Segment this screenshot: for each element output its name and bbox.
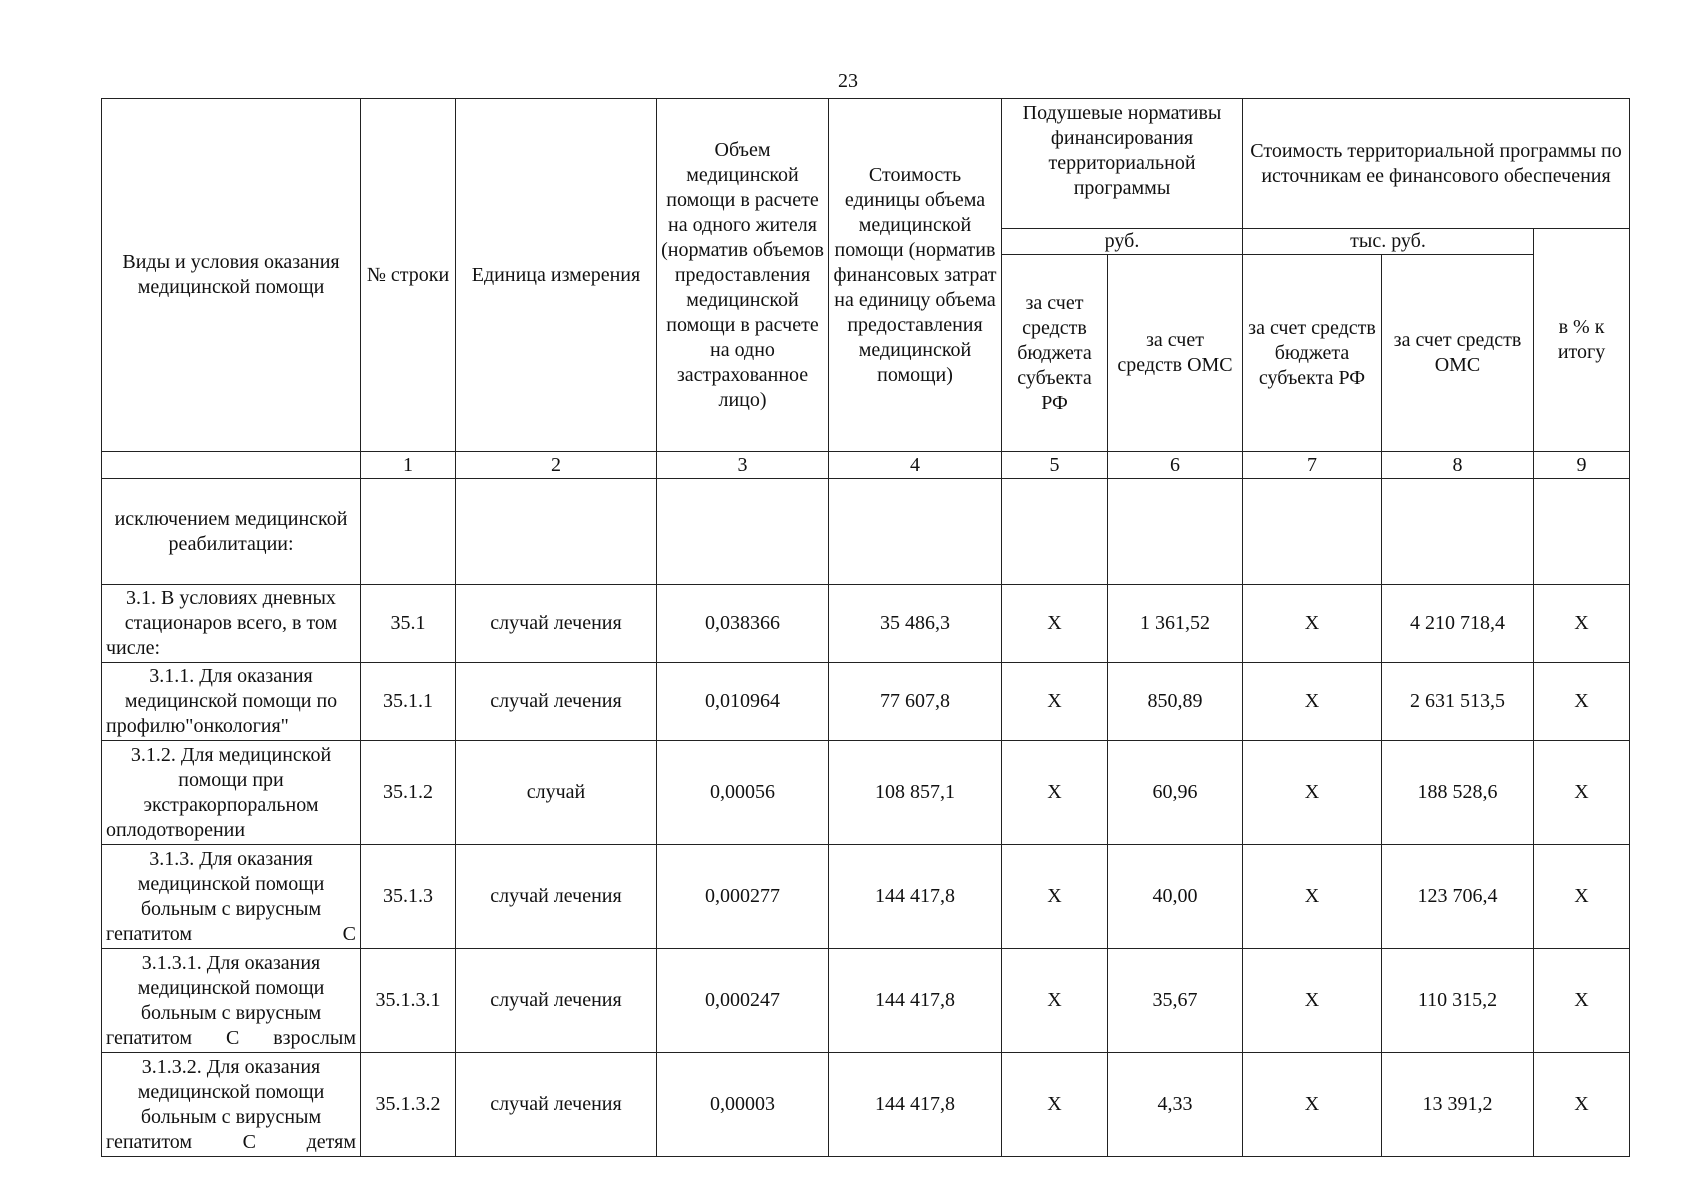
- column-number: 6: [1108, 452, 1243, 479]
- column-number: 3: [657, 452, 829, 479]
- row-line-number: 35.1.1: [361, 663, 456, 741]
- header-budget-subject: за счет средств бюджета субъекта РФ: [1002, 255, 1108, 452]
- row-oms-per-capita: 40,00: [1108, 845, 1243, 949]
- table-row: [102, 585, 1630, 663]
- table-row: [102, 479, 1630, 585]
- header-volume: Объем медицинской помощи в расчете на одного жителя (норматив объемов предоставления медицинской помощи в расчете на одно застрахованное лицо): [657, 99, 829, 452]
- column-number: 7: [1243, 452, 1382, 479]
- row-percent: Х: [1534, 949, 1630, 1053]
- header-unit: Единица измерения: [456, 99, 657, 452]
- row-oms-total: 4 210 718,4: [1382, 585, 1534, 663]
- row-oms-per-capita: 60,96: [1108, 741, 1243, 845]
- row-oms-per-capita: 1 361,52: [1108, 585, 1243, 663]
- row-unit: случай лечения: [456, 663, 657, 741]
- row-budget-total: Х: [1243, 585, 1382, 663]
- row-oms-per-capita: 35,67: [1108, 949, 1243, 1053]
- header-budget-subject-2: за счет средств бюджета субъекта РФ: [1243, 255, 1382, 452]
- row-name: 3.1. В условиях дневных стационаров всего, в том числе:: [102, 585, 361, 663]
- row-unit: случай лечения: [456, 585, 657, 663]
- column-number-blank: [102, 452, 361, 479]
- row-percent: Х: [1534, 741, 1630, 845]
- row-cost: 77 607,8: [829, 663, 1002, 741]
- table-row: [102, 741, 1630, 845]
- financing-table: [101, 98, 1630, 1157]
- row-oms-total: 2 631 513,5: [1382, 663, 1534, 741]
- row-line-number: 35.1.2: [361, 741, 456, 845]
- row-oms-per-capita: 850,89: [1108, 663, 1243, 741]
- row-name: 3.1.1. Для оказания медицинской помощи по профилю"онкология": [102, 663, 361, 741]
- row-name: 3.1.3. Для оказания медицинской помощи больным с вирусным гепатитом С: [102, 845, 361, 949]
- row-budget-total: Х: [1243, 845, 1382, 949]
- row-oms-total: 13 391,2: [1382, 1053, 1534, 1157]
- row-cost: 108 857,1: [829, 741, 1002, 845]
- header-oms: за счет средств ОМС: [1108, 255, 1243, 452]
- header-line: № строки: [361, 99, 456, 452]
- data-rows: [102, 585, 1630, 1157]
- row-oms-per-capita: 4,33: [1108, 1053, 1243, 1157]
- table-row: [102, 1053, 1630, 1157]
- column-number-row: [102, 452, 1630, 479]
- header-per-capita-group: Подушевые нормативы финансирования территориальной программы: [1002, 99, 1243, 229]
- row-budget-per-capita: Х: [1002, 585, 1108, 663]
- row-line-number: 35.1: [361, 585, 456, 663]
- row-budget-per-capita: Х: [1002, 1053, 1108, 1157]
- row-percent: Х: [1534, 663, 1630, 741]
- row-volume: 0,010964: [657, 663, 829, 741]
- column-number: 9: [1534, 452, 1630, 479]
- row-name: 3.1.3.2. Для оказания медицинской помощи больным с вирусным гепатитом С детям: [102, 1053, 361, 1157]
- row-volume: 0,00003: [657, 1053, 829, 1157]
- column-number: 4: [829, 452, 1002, 479]
- row-budget-total: Х: [1243, 949, 1382, 1053]
- column-number: 1: [361, 452, 456, 479]
- row-oms-total: 110 315,2: [1382, 949, 1534, 1053]
- row-line-number: 35.1.3.2: [361, 1053, 456, 1157]
- row-percent: Х: [1534, 585, 1630, 663]
- column-number: 5: [1002, 452, 1108, 479]
- row-unit: случай лечения: [456, 845, 657, 949]
- row-cost: 144 417,8: [829, 1053, 1002, 1157]
- row-budget-per-capita: Х: [1002, 741, 1108, 845]
- page-number: 23: [838, 70, 858, 92]
- row-oms-total: 188 528,6: [1382, 741, 1534, 845]
- header-unit-thousand-rub: тыс. руб.: [1243, 229, 1534, 255]
- row-unit: случай: [456, 741, 657, 845]
- table-row: [102, 845, 1630, 949]
- row-budget-total: Х: [1243, 1053, 1382, 1157]
- row-percent: Х: [1534, 845, 1630, 949]
- header-oms-2: за счет средств ОМС: [1382, 255, 1534, 452]
- row-volume: 0,038366: [657, 585, 829, 663]
- row-unit: случай лечения: [456, 1053, 657, 1157]
- row-budget-total: Х: [1243, 663, 1382, 741]
- row-budget-per-capita: Х: [1002, 845, 1108, 949]
- row-cost: 144 417,8: [829, 949, 1002, 1053]
- row-line-number: 35.1.3.1: [361, 949, 456, 1053]
- row-cost: 144 417,8: [829, 845, 1002, 949]
- row-percent: Х: [1534, 1053, 1630, 1157]
- header-unit-rub: руб.: [1002, 229, 1243, 255]
- table-row: [102, 663, 1630, 741]
- column-number: 2: [456, 452, 657, 479]
- row-volume: 0,00056: [657, 741, 829, 845]
- header-percent-total: в % к итогу: [1534, 229, 1630, 452]
- row-oms-total: 123 706,4: [1382, 845, 1534, 949]
- continuation-text: исключением медицинской реабилитации:: [102, 479, 361, 585]
- row-cost: 35 486,3: [829, 585, 1002, 663]
- row-volume: 0,000277: [657, 845, 829, 949]
- row-budget-total: Х: [1243, 741, 1382, 845]
- row-volume: 0,000247: [657, 949, 829, 1053]
- column-number: 8: [1382, 452, 1534, 479]
- header-type: Виды и условия оказания медицинской помощи: [102, 99, 361, 452]
- row-line-number: 35.1.3: [361, 845, 456, 949]
- table-row: [102, 949, 1630, 1053]
- row-name: 3.1.2. Для медицинской помощи при экстракорпоральном оплодотворении: [102, 741, 361, 845]
- row-budget-per-capita: Х: [1002, 949, 1108, 1053]
- row-budget-per-capita: Х: [1002, 663, 1108, 741]
- row-unit: случай лечения: [456, 949, 657, 1053]
- header-program-cost-group: Стоимость территориальной программы по источникам ее финансового обеспечения: [1243, 99, 1630, 229]
- row-name: 3.1.3.1. Для оказания медицинской помощи больным с вирусным гепатитом С взрослым: [102, 949, 361, 1053]
- header-cost: Стоимость единицы объема медицинской помощи (норматив финансовых затрат на единицу объема предоставления медицинской помощи): [829, 99, 1002, 452]
